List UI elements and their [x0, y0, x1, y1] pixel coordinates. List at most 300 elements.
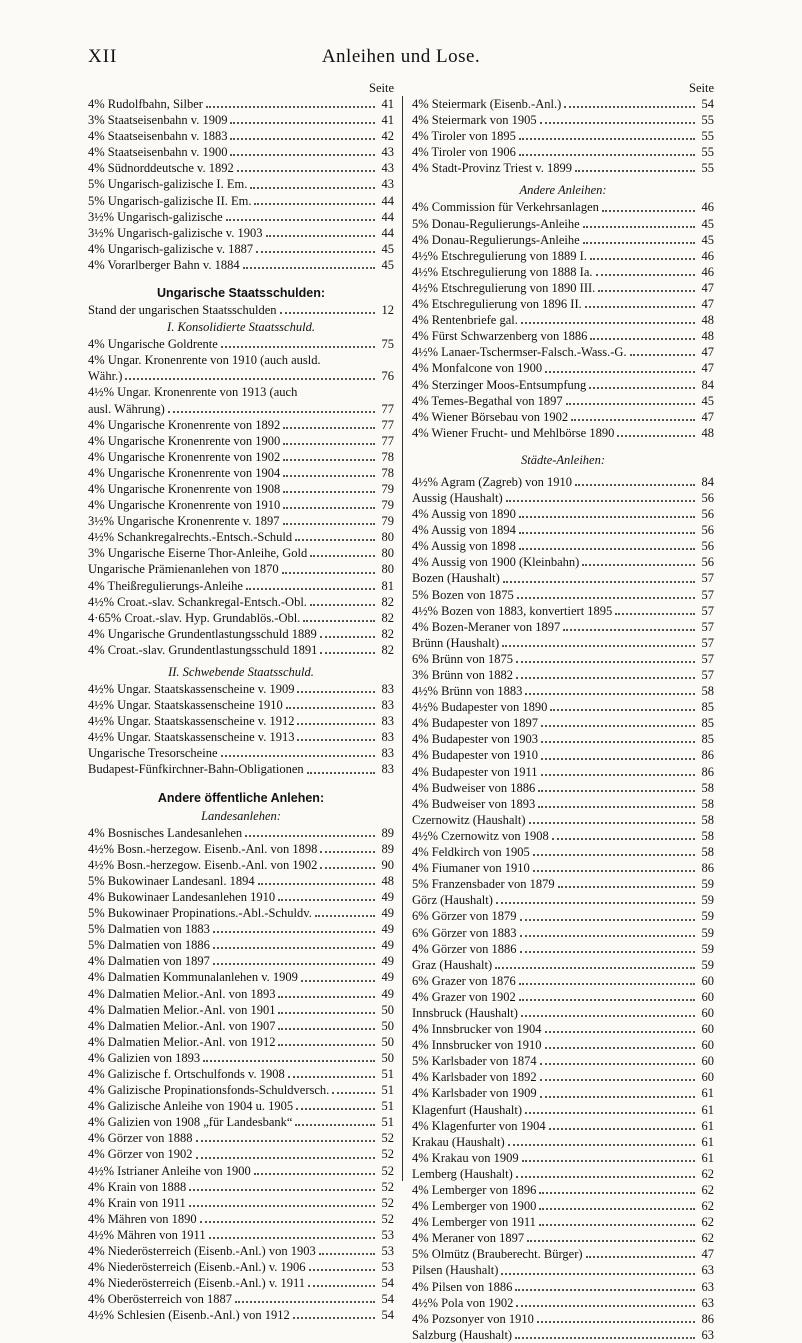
entry-page: 59	[701, 941, 714, 956]
list-item	[412, 570, 714, 586]
list-item	[88, 1066, 394, 1082]
list-item	[88, 433, 394, 449]
entry-page: 60	[701, 1054, 714, 1069]
leader-dots	[520, 951, 696, 953]
entry-page: 78	[381, 465, 394, 480]
leader-dots	[213, 931, 375, 933]
list-item	[88, 594, 394, 610]
list-item	[412, 651, 714, 667]
subsection-heading: Städte-Anleihen:	[521, 452, 605, 467]
entry-page: 49	[381, 986, 394, 1001]
list-item	[412, 1214, 714, 1230]
entry-text: 4½% Agram (Zagreb) von 1910	[412, 474, 573, 489]
entry-text: 3% Brünn von 1882	[412, 668, 514, 682]
entry-text: 3½% Ungarisch-galizische v. 1903	[88, 225, 263, 240]
list-item	[412, 96, 714, 112]
leader-dots	[519, 138, 695, 140]
leader-dots	[168, 411, 375, 413]
entry-text: 4·65% Croat.-slav. Hyp. Grundablös.-Obl.	[88, 610, 301, 625]
entry-page: 82	[381, 610, 394, 625]
list-item	[88, 112, 394, 128]
entry-page: 45	[701, 216, 714, 231]
leader-dots	[301, 980, 375, 982]
entry-text: 4% Lemberger von 1896	[412, 1183, 537, 1197]
leader-dots	[320, 636, 375, 638]
leader-dots	[495, 967, 695, 969]
entry-page: 79	[381, 481, 394, 496]
list-item	[412, 328, 714, 344]
entry-page: 52	[381, 1211, 394, 1226]
entry-text: 4% Staatseisenbahn v. 1900	[88, 145, 228, 160]
list-item	[88, 713, 394, 729]
entry-page: 44	[381, 209, 394, 224]
list-item	[88, 401, 394, 417]
entry-text: 6% Brünn von 1875	[412, 651, 514, 666]
leader-dots	[283, 491, 375, 493]
entry-text: 4% Oberösterreich von 1887	[88, 1292, 233, 1307]
leader-dots	[519, 983, 695, 985]
entry-page: 49	[381, 970, 394, 985]
entry-text: 4% Budapester von 1903	[412, 732, 539, 747]
entry-page: 46	[701, 264, 714, 279]
entry-page: 44	[381, 193, 394, 208]
section-heading: Andere öffentliche Anlehen:	[157, 790, 325, 805]
leader-dots	[540, 1063, 695, 1065]
list-item	[412, 860, 714, 876]
list-item	[412, 1021, 714, 1037]
entry-page: 48	[701, 329, 714, 344]
leader-dots	[310, 555, 375, 557]
leader-dots	[586, 1256, 695, 1258]
entry-page: 89	[381, 825, 394, 840]
entry-page: 47	[701, 345, 714, 360]
list-item	[412, 989, 714, 1005]
entry-text: 4% Ungarische Kronenrente von 1908	[88, 481, 281, 496]
left-column	[88, 80, 394, 1323]
entry-text: 4% Pilsen von 1886	[412, 1279, 513, 1294]
entry-page: 55	[701, 129, 714, 144]
list-item	[412, 522, 714, 538]
leader-dots	[250, 187, 375, 189]
leader-dots	[545, 1031, 696, 1033]
entry-page: 60	[701, 989, 714, 1004]
list-item	[88, 368, 394, 384]
leader-dots	[596, 274, 695, 276]
leader-dots	[256, 251, 375, 253]
leader-dots	[213, 963, 375, 965]
entry-page: 45	[381, 257, 394, 272]
entry-page: 78	[381, 449, 394, 464]
entry-page: 43	[381, 145, 394, 160]
entry-text: 4% Galizien von 1893	[88, 1050, 201, 1065]
leader-dots	[315, 915, 375, 917]
list-item	[88, 1275, 394, 1291]
entry-page: 55	[701, 145, 714, 160]
entry-page: 54	[381, 1292, 394, 1307]
entry-text: 4% Görzer von 1886	[412, 941, 517, 956]
entry-text: 4½% Ungar. Staatskassenscheine v. 1909	[88, 682, 295, 696]
entry-text: 5% Bukowinaer Landesanl. 1894	[88, 873, 255, 888]
list-item	[88, 857, 394, 873]
entry-text: 4½% Istrianer Anleihe von 1900	[88, 1163, 251, 1178]
list-item	[88, 1179, 394, 1195]
entry-text: 4% Dalmatien Melior.-Anl. von 1907	[88, 1018, 276, 1033]
leader-dots	[541, 774, 695, 776]
entry-page: 50	[381, 1002, 394, 1017]
list-item	[412, 248, 714, 264]
entry-text: 4% Innsbrucker von 1910	[412, 1038, 542, 1053]
entry-page: 58	[701, 684, 714, 699]
leader-dots	[549, 1128, 695, 1130]
leader-dots	[525, 693, 695, 695]
entry-page: 58	[701, 812, 714, 827]
entry-text: 4% Krakau von 1909	[412, 1150, 519, 1165]
entry-text: 4% Aussig von 1898	[412, 539, 516, 554]
leader-dots	[278, 899, 375, 901]
entry-page: 50	[381, 1034, 394, 1049]
list-item	[412, 1279, 714, 1295]
list-item	[88, 986, 394, 1002]
leader-dots	[307, 772, 375, 774]
list-item	[412, 144, 714, 160]
leader-dots	[519, 516, 695, 518]
entry-page: 41	[381, 113, 394, 128]
entry-text: 5% Ungarisch-galizische II. Em.	[88, 193, 252, 208]
entry-text: 5% Franzensbader von 1879	[412, 877, 555, 892]
entry-text: 4% Niederösterreich (Eisenb.-Anl.) von 1903	[88, 1244, 316, 1258]
leader-dots	[295, 539, 375, 541]
entry-page: 56	[701, 539, 714, 554]
entry-text: 4% Croat.-slav. Grundentlastungsschuld 1891	[88, 642, 318, 657]
entry-page: 83	[381, 682, 394, 696]
leader-dots	[539, 1192, 695, 1194]
leader-dots	[540, 122, 695, 124]
entry-text: 5% Dalmatien von 1886	[88, 938, 210, 953]
list-item	[412, 812, 714, 828]
list-item	[88, 1050, 394, 1066]
entry-text: 4% Niederösterreich (Eisenb.-Anl.) v. 1906	[88, 1260, 306, 1275]
entry-page: 51	[381, 1115, 394, 1130]
list-item	[412, 1134, 714, 1150]
leader-dots	[545, 371, 695, 373]
section-heading: Ungarische Staatsschulden:	[156, 286, 326, 301]
entry-text: 4½% Etschregulierung von 1889 I.	[412, 248, 587, 263]
entry-page: 60	[701, 1022, 714, 1037]
leader-dots	[245, 835, 375, 837]
entry-text: 4% Stadt-Provinz Triest v. 1899	[412, 161, 572, 176]
entry-page: 57	[701, 635, 714, 650]
entry-text: 4% Vorarlberger Bahn v. 1884	[88, 257, 240, 272]
list-item	[412, 780, 714, 796]
leader-dots	[527, 1240, 695, 1242]
list-item	[88, 1018, 394, 1034]
list-item	[412, 1005, 714, 1021]
entry-page: 80	[381, 530, 394, 545]
entry-page: 84	[701, 377, 714, 392]
leader-dots	[332, 1092, 375, 1094]
list-item	[412, 603, 714, 619]
entry-page: 45	[381, 241, 394, 256]
list-item	[412, 554, 714, 570]
leader-dots	[254, 1173, 375, 1175]
entry-text: 4% Dalmatien Melior.-Anl. von 1893	[88, 986, 276, 1001]
entry-text: 5% Bozen von 1875	[412, 587, 514, 602]
list-item	[412, 844, 714, 860]
entry-text: 6% Görzer von 1883	[412, 925, 517, 940]
entry-text: 4% Theißregulierungs-Anleihe	[88, 578, 243, 593]
entry-text: 4% Budweiser von 1886	[412, 780, 536, 795]
leader-dots	[517, 597, 695, 599]
entry-page: 43	[381, 177, 394, 192]
leader-dots	[320, 652, 375, 654]
list-item	[412, 360, 714, 376]
entry-text: 4½% Etschregulierung von 1890 III.	[412, 280, 596, 295]
leader-dots	[288, 1076, 375, 1078]
list-item	[88, 825, 394, 841]
leader-dots	[303, 620, 375, 622]
leader-dots	[515, 1289, 695, 1291]
leader-dots	[278, 996, 375, 998]
leader-dots	[519, 532, 695, 534]
entry-text: Bozen (Haushalt)	[412, 571, 500, 586]
entry-text: 4% Görzer von 1888	[88, 1131, 193, 1146]
list-item	[88, 761, 394, 777]
entry-page: 48	[701, 425, 714, 440]
leader-dots	[266, 235, 376, 237]
entry-page: 56	[701, 555, 714, 570]
list-item	[88, 302, 394, 318]
entry-text: 4% Budweiser von 1893	[412, 796, 536, 811]
entry-page: 59	[701, 909, 714, 924]
entry-text: Görz (Haushalt)	[412, 893, 493, 908]
entry-page: 86	[701, 1311, 714, 1326]
entry-text: 4% Dalmatien von 1897	[88, 954, 210, 969]
leader-dots	[516, 1305, 695, 1307]
leader-dots	[295, 1124, 375, 1126]
list-item	[412, 425, 714, 441]
entry-page: 50	[381, 1050, 394, 1065]
leader-dots	[540, 1079, 695, 1081]
list-item	[412, 715, 714, 731]
list-item	[88, 745, 394, 761]
list-item	[412, 1246, 714, 1262]
leader-dots	[209, 1237, 375, 1239]
entry-text: Krakau (Haushalt)	[412, 1134, 505, 1149]
list-item	[412, 941, 714, 957]
leader-dots	[237, 170, 375, 172]
entry-page: 85	[701, 700, 714, 715]
entry-page: 47	[701, 1247, 714, 1262]
list-item	[88, 497, 394, 513]
entry-list	[412, 96, 714, 176]
entry-text: 4½% Ungar. Staatskassenscheine v. 1912	[88, 714, 295, 729]
list-item	[88, 96, 394, 112]
list-item	[88, 529, 394, 545]
entry-text: 4% Ungarische Kronenrente von 1892	[88, 417, 281, 432]
entry-page: 53	[381, 1244, 394, 1258]
leader-dots	[519, 154, 695, 156]
list-item	[412, 731, 714, 747]
entry-page: 47	[701, 361, 714, 376]
entry-text: 4½% Lanaer-Tschermser-Falsch.-Wass.-G.	[412, 345, 627, 360]
entry-page: 60	[701, 1070, 714, 1085]
leader-dots	[583, 226, 695, 228]
leader-dots	[571, 419, 695, 421]
leader-dots	[297, 723, 375, 725]
leader-dots	[552, 838, 695, 840]
list-item	[412, 1262, 714, 1278]
entry-text: 4% Tiroler von 1895	[412, 129, 516, 144]
entry-text: 4% Bosnisches Landesanlehen	[88, 825, 243, 840]
entry-text: 4½% Budapester von 1890	[412, 700, 548, 715]
entry-text: Innsbruck (Haushalt)	[412, 1005, 518, 1020]
entry-text: 4% Wiener Frucht- und Mehlbörse 1890	[412, 425, 615, 440]
entry-text: 4½% Croat.-slav. Schankregal-Entsch.-Obl.	[88, 594, 307, 609]
leader-dots	[280, 312, 376, 314]
entry-text: 4% Fiumaner von 1910	[412, 861, 530, 876]
entry-page: 59	[701, 957, 714, 972]
entry-text: 4% Staatseisenbahn v. 1883	[88, 129, 228, 144]
list-item	[88, 953, 394, 969]
leader-dots	[539, 1224, 695, 1226]
leader-dots	[519, 999, 695, 1001]
entry-page: 85	[701, 716, 714, 731]
leader-dots	[533, 854, 695, 856]
entry-text: 4% Tiroler von 1906	[412, 145, 516, 160]
list-item	[412, 699, 714, 715]
list-item	[88, 176, 394, 192]
list-item	[412, 876, 714, 892]
leader-dots	[533, 870, 695, 872]
entry-page: 63	[701, 1327, 714, 1342]
entry-text: 4% Budapester von 1897	[412, 716, 539, 731]
entry-page: 82	[381, 594, 394, 609]
entry-page: 52	[381, 1147, 394, 1162]
leader-dots	[258, 883, 375, 885]
entry-page: 49	[381, 889, 394, 904]
entry-page: 58	[701, 845, 714, 860]
entry-page: 45	[701, 393, 714, 408]
list-item	[412, 1037, 714, 1053]
leader-dots	[320, 867, 375, 869]
entry-page: 46	[701, 248, 714, 263]
leader-dots	[516, 661, 695, 663]
leader-dots	[522, 1160, 695, 1162]
entry-page: 61	[701, 1134, 714, 1149]
entry-text: 4% Galizien von 1908 „für Landesbank“	[88, 1115, 293, 1130]
list-item	[412, 1150, 714, 1166]
entry-text: Aussig (Haushalt)	[412, 490, 503, 505]
entry-page: 82	[381, 642, 394, 657]
list-item	[88, 209, 394, 225]
list-item	[88, 561, 394, 577]
entry-page: 57	[701, 668, 714, 682]
leader-dots	[585, 306, 695, 308]
leader-dots	[540, 1096, 695, 1098]
entry-page: 53	[381, 1227, 394, 1242]
leader-dots	[203, 1060, 375, 1062]
list-item	[88, 1082, 394, 1098]
entry-text: 4% Ungar. Kronenrente von 1910 (auch ausld.	[88, 353, 321, 368]
list-item	[88, 1259, 394, 1275]
entry-text: 5% Bukowinaer Propinations.-Abl.-Schuldv.	[88, 906, 312, 921]
list-item	[412, 587, 714, 603]
entry-text: 4% Dalmatien Melior.-Anl. von 1901	[88, 1002, 276, 1017]
leader-dots	[575, 484, 695, 486]
entry-page: 79	[381, 514, 394, 529]
entry-page: 83	[381, 762, 394, 777]
leader-dots	[297, 691, 375, 693]
list-item	[412, 764, 714, 780]
leader-dots	[598, 290, 695, 292]
list-item	[88, 610, 394, 626]
list-item	[412, 828, 714, 844]
entry-page: 60	[701, 1005, 714, 1020]
entry-text: 4% Südnorddeutsche v. 1892	[88, 161, 234, 176]
entry-text: 4% Etschregulierung von 1896 II.	[412, 297, 582, 312]
entry-text: 4% Ungarische Grundentlastungsschuld 1889	[88, 626, 317, 641]
leader-dots	[501, 1273, 695, 1275]
entry-page: 54	[381, 1276, 394, 1291]
leader-dots	[590, 258, 695, 260]
list-item	[412, 1182, 714, 1198]
entry-text: 4% Görzer von 1902	[88, 1147, 193, 1162]
list-item	[412, 264, 714, 280]
leader-dots	[221, 346, 375, 348]
list-item	[412, 160, 714, 176]
entry-text: 6% Grazer von 1876	[412, 973, 516, 988]
entry-text: Budapest-Fünfkirchner-Bahn-Obligationen	[88, 762, 304, 777]
list-item	[88, 1243, 394, 1259]
leader-dots	[541, 741, 695, 743]
entry-text: 4½% Bosn.-herzegow. Eisenb.-Anl. von 1902	[88, 857, 318, 872]
entry-page: 85	[701, 732, 714, 747]
leader-dots	[213, 947, 375, 949]
list-item	[88, 481, 394, 497]
entry-page: 57	[701, 587, 714, 602]
entry-text: 4% Pozsonyer von 1910	[412, 1311, 534, 1326]
entry-text: 4% Steiermark (Eisenb.-Anl.)	[412, 97, 562, 111]
entry-text: 4% Meraner von 1897	[412, 1231, 525, 1246]
entry-page: 53	[381, 1260, 394, 1275]
entry-page: 42	[381, 129, 394, 144]
page-number: XII	[88, 46, 118, 67]
entry-text: 4% Innsbrucker von 1904	[412, 1022, 542, 1037]
leader-dots	[537, 1321, 695, 1323]
entry-page: 61	[701, 1102, 714, 1117]
leader-dots	[309, 1269, 375, 1271]
list-item	[88, 1002, 394, 1018]
entry-page: 56	[701, 507, 714, 522]
list-item	[88, 1163, 394, 1179]
list-item	[412, 506, 714, 522]
leader-dots	[125, 378, 375, 380]
entry-text: 4% Ungarische Goldrente	[88, 337, 218, 352]
entry-page: 51	[381, 1083, 394, 1098]
entry-text: 4% Feldkirch von 1905	[412, 845, 530, 860]
entry-page: 57	[701, 571, 714, 586]
list-item	[412, 490, 714, 506]
leader-dots	[564, 106, 695, 108]
list-item	[412, 1053, 714, 1069]
entry-text: 4½% Ungar. Staatskassenscheine v. 1913	[88, 730, 295, 745]
leader-dots	[582, 564, 695, 566]
list-item	[88, 128, 394, 144]
entry-text: 4% Ungarische Kronenrente von 1900	[88, 433, 281, 448]
entry-text: 4% Mähren von 1890	[88, 1211, 197, 1226]
entry-text: 4% Grazer von 1902	[412, 989, 516, 1004]
leader-dots	[538, 806, 695, 808]
